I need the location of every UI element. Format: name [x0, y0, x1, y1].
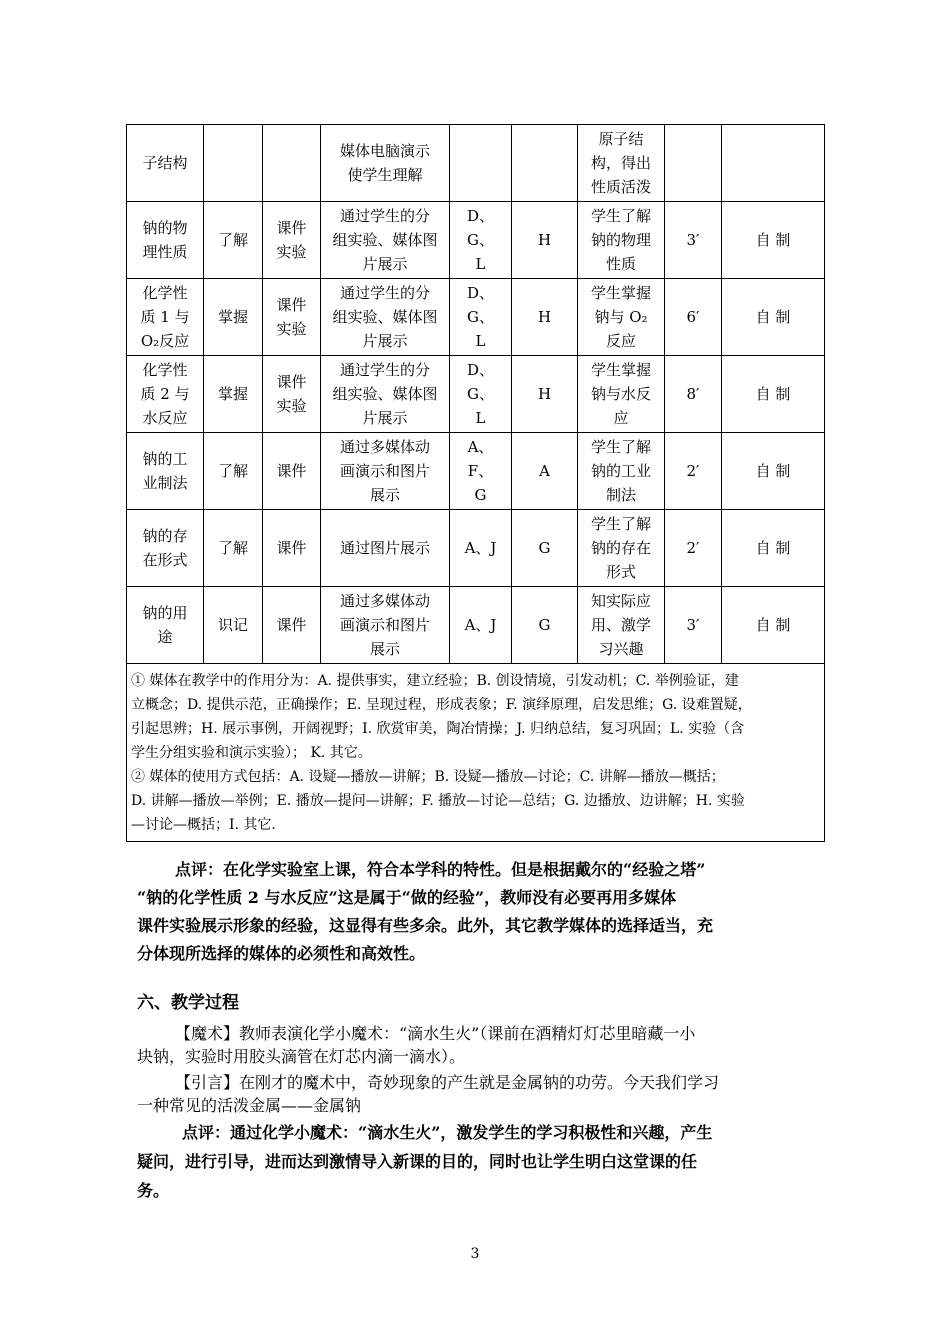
cell-effect: [450, 510, 512, 587]
cell-time: [665, 587, 722, 664]
cell-time: [665, 125, 722, 202]
cell-line: 钠的存: [142, 527, 188, 545]
cell-line: 途: [157, 628, 173, 646]
cell-line: 使学生理解: [347, 166, 423, 184]
cell-method: [321, 202, 450, 279]
cell-line: 课件: [276, 373, 307, 391]
cell-line: 子结构: [142, 154, 188, 172]
cell-line: 学生了解: [590, 207, 651, 225]
cell-line: 钠的用: [142, 604, 188, 622]
table-body: [127, 125, 825, 842]
cell-line: 学生了解: [590, 515, 651, 533]
cell-line: 掌握: [217, 308, 248, 326]
cell-line: 原子结: [598, 130, 644, 148]
cell-time: [665, 202, 722, 279]
cell-time: [665, 433, 722, 510]
cell-method: [321, 510, 450, 587]
cell-source: [722, 587, 825, 664]
cell-line: 反应: [605, 332, 636, 350]
cell-line: 了解: [217, 231, 248, 249]
table-row: [127, 433, 825, 510]
table-row: [127, 279, 825, 356]
cell-line: 水反应: [142, 409, 188, 427]
cell-source: [722, 202, 825, 279]
cell-goal: [578, 587, 665, 664]
cell-line: 组实验、媒体图: [332, 385, 438, 403]
cell-line: 学生了解: [590, 438, 651, 456]
cell-line: 掌握: [217, 385, 248, 403]
comment-media: [137, 856, 817, 968]
cell-line: 课件: [276, 539, 307, 557]
comment-line: 分体现所选择的媒体的必须性和高效性。: [137, 944, 426, 963]
cell-line: L: [475, 255, 486, 273]
cell-line: G: [538, 616, 551, 634]
cell-line: 质 1 与: [140, 308, 190, 326]
cell-line: 习兴趣: [598, 640, 644, 658]
cell-line: 组实验、媒体图: [332, 231, 438, 249]
table-row: [127, 202, 825, 279]
cell-line: 3′: [686, 616, 700, 634]
cell-line: 实验: [276, 397, 307, 415]
table-row: [127, 510, 825, 587]
cell-goal: [578, 510, 665, 587]
cell-line: 用、激学: [590, 616, 651, 634]
cell-line: 钠的存在: [590, 539, 651, 557]
cell-line: 钠与水反: [590, 385, 651, 403]
cell-line: 实验: [276, 320, 307, 338]
cell-source: [722, 125, 825, 202]
cell-level: [204, 510, 263, 587]
comment-line: 点评：通过化学小魔术：“滴水生火”，激发学生的学习积极性和兴趣，产生: [182, 1123, 713, 1142]
comment-magic: [137, 1118, 817, 1205]
intro-paragraph: [137, 1071, 817, 1117]
cell-line: 片展示: [362, 255, 408, 273]
cell-line: 自 制: [755, 462, 791, 480]
cell-line: 钠与 O₂: [594, 308, 648, 326]
cell-level: [204, 202, 263, 279]
cell-line: L: [475, 409, 486, 427]
cell-line: 自 制: [755, 231, 791, 249]
note-line: 立概念；D. 提供示范，正确操作；E. 呈现过程，形成表象；F. 演绎原理，启发思维；G. 设难置疑，: [131, 697, 752, 713]
note-line: 引起思辨；H. 展示事例，开阔视野；I. 欣赏审美，陶冶情操；J. 归纳总结，复习巩固；L. 实验（含: [131, 721, 745, 737]
cell-line: 2′: [686, 539, 700, 557]
cell-topic: [127, 279, 204, 356]
cell-topic: [127, 125, 204, 202]
cell-line: 质 2 与: [140, 385, 190, 403]
cell-goal: [578, 433, 665, 510]
cell-line: O₂反应: [140, 332, 190, 350]
cell-line: 8′: [686, 385, 700, 403]
cell-line: 2′: [686, 462, 700, 480]
cell-line: G: [538, 539, 551, 557]
cell-line: D、G、: [466, 207, 495, 249]
cell-usage: [512, 279, 578, 356]
cell-line: L: [475, 332, 486, 350]
cell-type: [263, 279, 321, 356]
cell-line: D、G、: [466, 361, 495, 403]
cell-line: 课件: [276, 296, 307, 314]
cell-line: 识记: [217, 616, 248, 634]
cell-topic: [127, 587, 204, 664]
cell-line: 了解: [217, 539, 248, 557]
cell-level: [204, 433, 263, 510]
cell-type: [263, 587, 321, 664]
cell-line: 制法: [605, 486, 636, 504]
cell-line: 业制法: [142, 474, 188, 492]
note-line: ② 媒体的使用方式包括：A. 设疑—播放—讲解；B. 设疑—播放—讨论；C. 讲解—播放—概括；: [131, 769, 725, 785]
cell-line: 片展示: [362, 409, 408, 427]
cell-topic: [127, 202, 204, 279]
cell-line: 通过多媒体动: [339, 592, 430, 610]
cell-line: 通过学生的分: [339, 207, 430, 225]
cell-line: 通过图片展示: [339, 539, 430, 557]
cell-time: [665, 279, 722, 356]
cell-line: 展示: [369, 640, 400, 658]
cell-time: [665, 356, 722, 433]
cell-line: 媒体电脑演示: [339, 142, 430, 160]
note-line: 学生分组实验和演示实验）； K. 其它。: [131, 745, 372, 761]
cell-goal: [578, 356, 665, 433]
cell-line: 钠的物理: [590, 231, 651, 249]
comment-line: 务。: [137, 1181, 170, 1200]
cell-level: [204, 587, 263, 664]
cell-line: 通过多媒体动: [339, 438, 430, 456]
cell-line: 自 制: [755, 308, 791, 326]
cell-line: G: [474, 486, 487, 504]
cell-effect: [450, 125, 512, 202]
cell-type: [263, 356, 321, 433]
cell-line: 画演示和图片: [339, 462, 430, 480]
cell-line: 理性质: [142, 243, 188, 261]
cell-method: [321, 433, 450, 510]
cell-line: 画演示和图片: [339, 616, 430, 634]
cell-line: 应: [613, 409, 629, 427]
cell-source: [722, 356, 825, 433]
cell-line: 学生掌握: [590, 361, 651, 379]
cell-line: 钠的工业: [590, 462, 651, 480]
cell-line: 6′: [686, 308, 700, 326]
cell-line: A、J: [464, 539, 497, 557]
cell-usage: [512, 433, 578, 510]
comment-line: “钠的化学性质 2 与水反应”这是属于“做的经验”，教师没有必要再用多媒体: [137, 888, 677, 907]
section-heading: 六、教学过程: [137, 993, 239, 1013]
cell-topic: [127, 433, 204, 510]
comment-line: 点评：在化学实验室上课，符合本学科的特性。但是根据戴尔的“经验之塔”: [175, 860, 706, 879]
note-line: D. 讲解—播放—举例；E. 播放—提问—讲解；F. 播放—讨论—总结；G. 边播放、边讲解；H. 实验: [131, 793, 745, 809]
cell-line: A: [539, 462, 550, 480]
cell-line: A、F、: [467, 438, 494, 480]
table-row: [127, 587, 825, 664]
cell-line: H: [537, 231, 552, 249]
cell-level: [204, 279, 263, 356]
cell-line: 自 制: [755, 539, 791, 557]
cell-line: 知实际应: [590, 592, 651, 610]
cell-line: 课件: [276, 616, 307, 634]
cell-line: 通过学生的分: [339, 284, 430, 302]
cell-line: H: [537, 385, 552, 403]
cell-line: 化学性: [142, 284, 188, 302]
cell-line: 构，得出: [590, 154, 651, 172]
cell-line: 钠的物: [142, 219, 188, 237]
cell-usage: [512, 587, 578, 664]
cell-line: 通过学生的分: [339, 361, 430, 379]
cell-usage: [512, 125, 578, 202]
cell-goal: [578, 279, 665, 356]
cell-line: H: [537, 308, 552, 326]
cell-line: 了解: [217, 462, 248, 480]
paragraph-line: 【引言】在刚才的魔术中，奇妙现象的产生就是金属钠的功劳。今天我们学习: [175, 1073, 720, 1092]
cell-effect: [450, 279, 512, 356]
cell-line: 性质: [605, 255, 636, 273]
note-line: —讨论—概括；I. 其它.: [131, 817, 276, 833]
comment-line: 课件实验展示形象的经验，这显得有些多余。此外，其它教学媒体的选择适当，充: [137, 916, 714, 935]
table-row: [127, 125, 825, 202]
cell-line: 组实验、媒体图: [332, 308, 438, 326]
cell-line: 形式: [605, 563, 636, 581]
media-selection-table: [126, 124, 825, 842]
cell-line: D、G、: [466, 284, 495, 326]
paragraph-line: 块钠，实验时用胶头滴管在灯芯内滴一滴水）。: [137, 1047, 466, 1066]
cell-type: [263, 433, 321, 510]
cell-line: 课件: [276, 462, 307, 480]
cell-type: [263, 202, 321, 279]
cell-method: [321, 587, 450, 664]
cell-goal: [578, 125, 665, 202]
cell-effect: [450, 202, 512, 279]
cell-line: 展示: [369, 486, 400, 504]
cell-goal: [578, 202, 665, 279]
cell-method: [321, 279, 450, 356]
cell-usage: [512, 510, 578, 587]
cell-effect: [450, 356, 512, 433]
table-row: [127, 356, 825, 433]
cell-method: [321, 125, 450, 202]
cell-level: [204, 356, 263, 433]
cell-line: 片展示: [362, 332, 408, 350]
cell-line: 自 制: [755, 616, 791, 634]
cell-source: [722, 279, 825, 356]
cell-line: 性质活泼: [590, 178, 651, 196]
cell-effect: [450, 433, 512, 510]
note-line: ① 媒体在教学中的作用分为：A. 提供事实，建立经验；B. 创设情境，引发动机；C. 举例验证，建: [131, 673, 739, 689]
cell-method: [321, 356, 450, 433]
paragraph-line: 一种常见的活泼金属——金属钠: [137, 1096, 362, 1115]
cell-type: [263, 125, 321, 202]
cell-line: A、J: [464, 616, 497, 634]
cell-line: 3′: [686, 231, 700, 249]
cell-type: [263, 510, 321, 587]
magic-paragraph: [137, 1022, 817, 1068]
cell-line: 课件: [276, 219, 307, 237]
comment-line: 疑问，进行引导，进而达到激情导入新课的目的，同时也让学生明白这堂课的任: [137, 1152, 698, 1171]
cell-level: [204, 125, 263, 202]
cell-usage: [512, 356, 578, 433]
cell-source: [722, 510, 825, 587]
cell-line: 自 制: [755, 385, 791, 403]
cell-line: 在形式: [142, 551, 188, 569]
cell-line: 钠的工: [142, 450, 188, 468]
notes-cell: [127, 664, 825, 842]
cell-effect: [450, 587, 512, 664]
cell-time: [665, 510, 722, 587]
page-number: 3: [470, 1246, 480, 1262]
cell-line: 学生掌握: [590, 284, 651, 302]
paragraph-line: 【魔术】教师表演化学小魔术：“滴水生火”（课前在酒精灯灯芯里暗藏一小: [175, 1024, 696, 1043]
cell-usage: [512, 202, 578, 279]
notes-row: [127, 664, 825, 842]
cell-line: 化学性: [142, 361, 188, 379]
cell-topic: [127, 356, 204, 433]
cell-source: [722, 433, 825, 510]
cell-line: 实验: [276, 243, 307, 261]
cell-topic: [127, 510, 204, 587]
